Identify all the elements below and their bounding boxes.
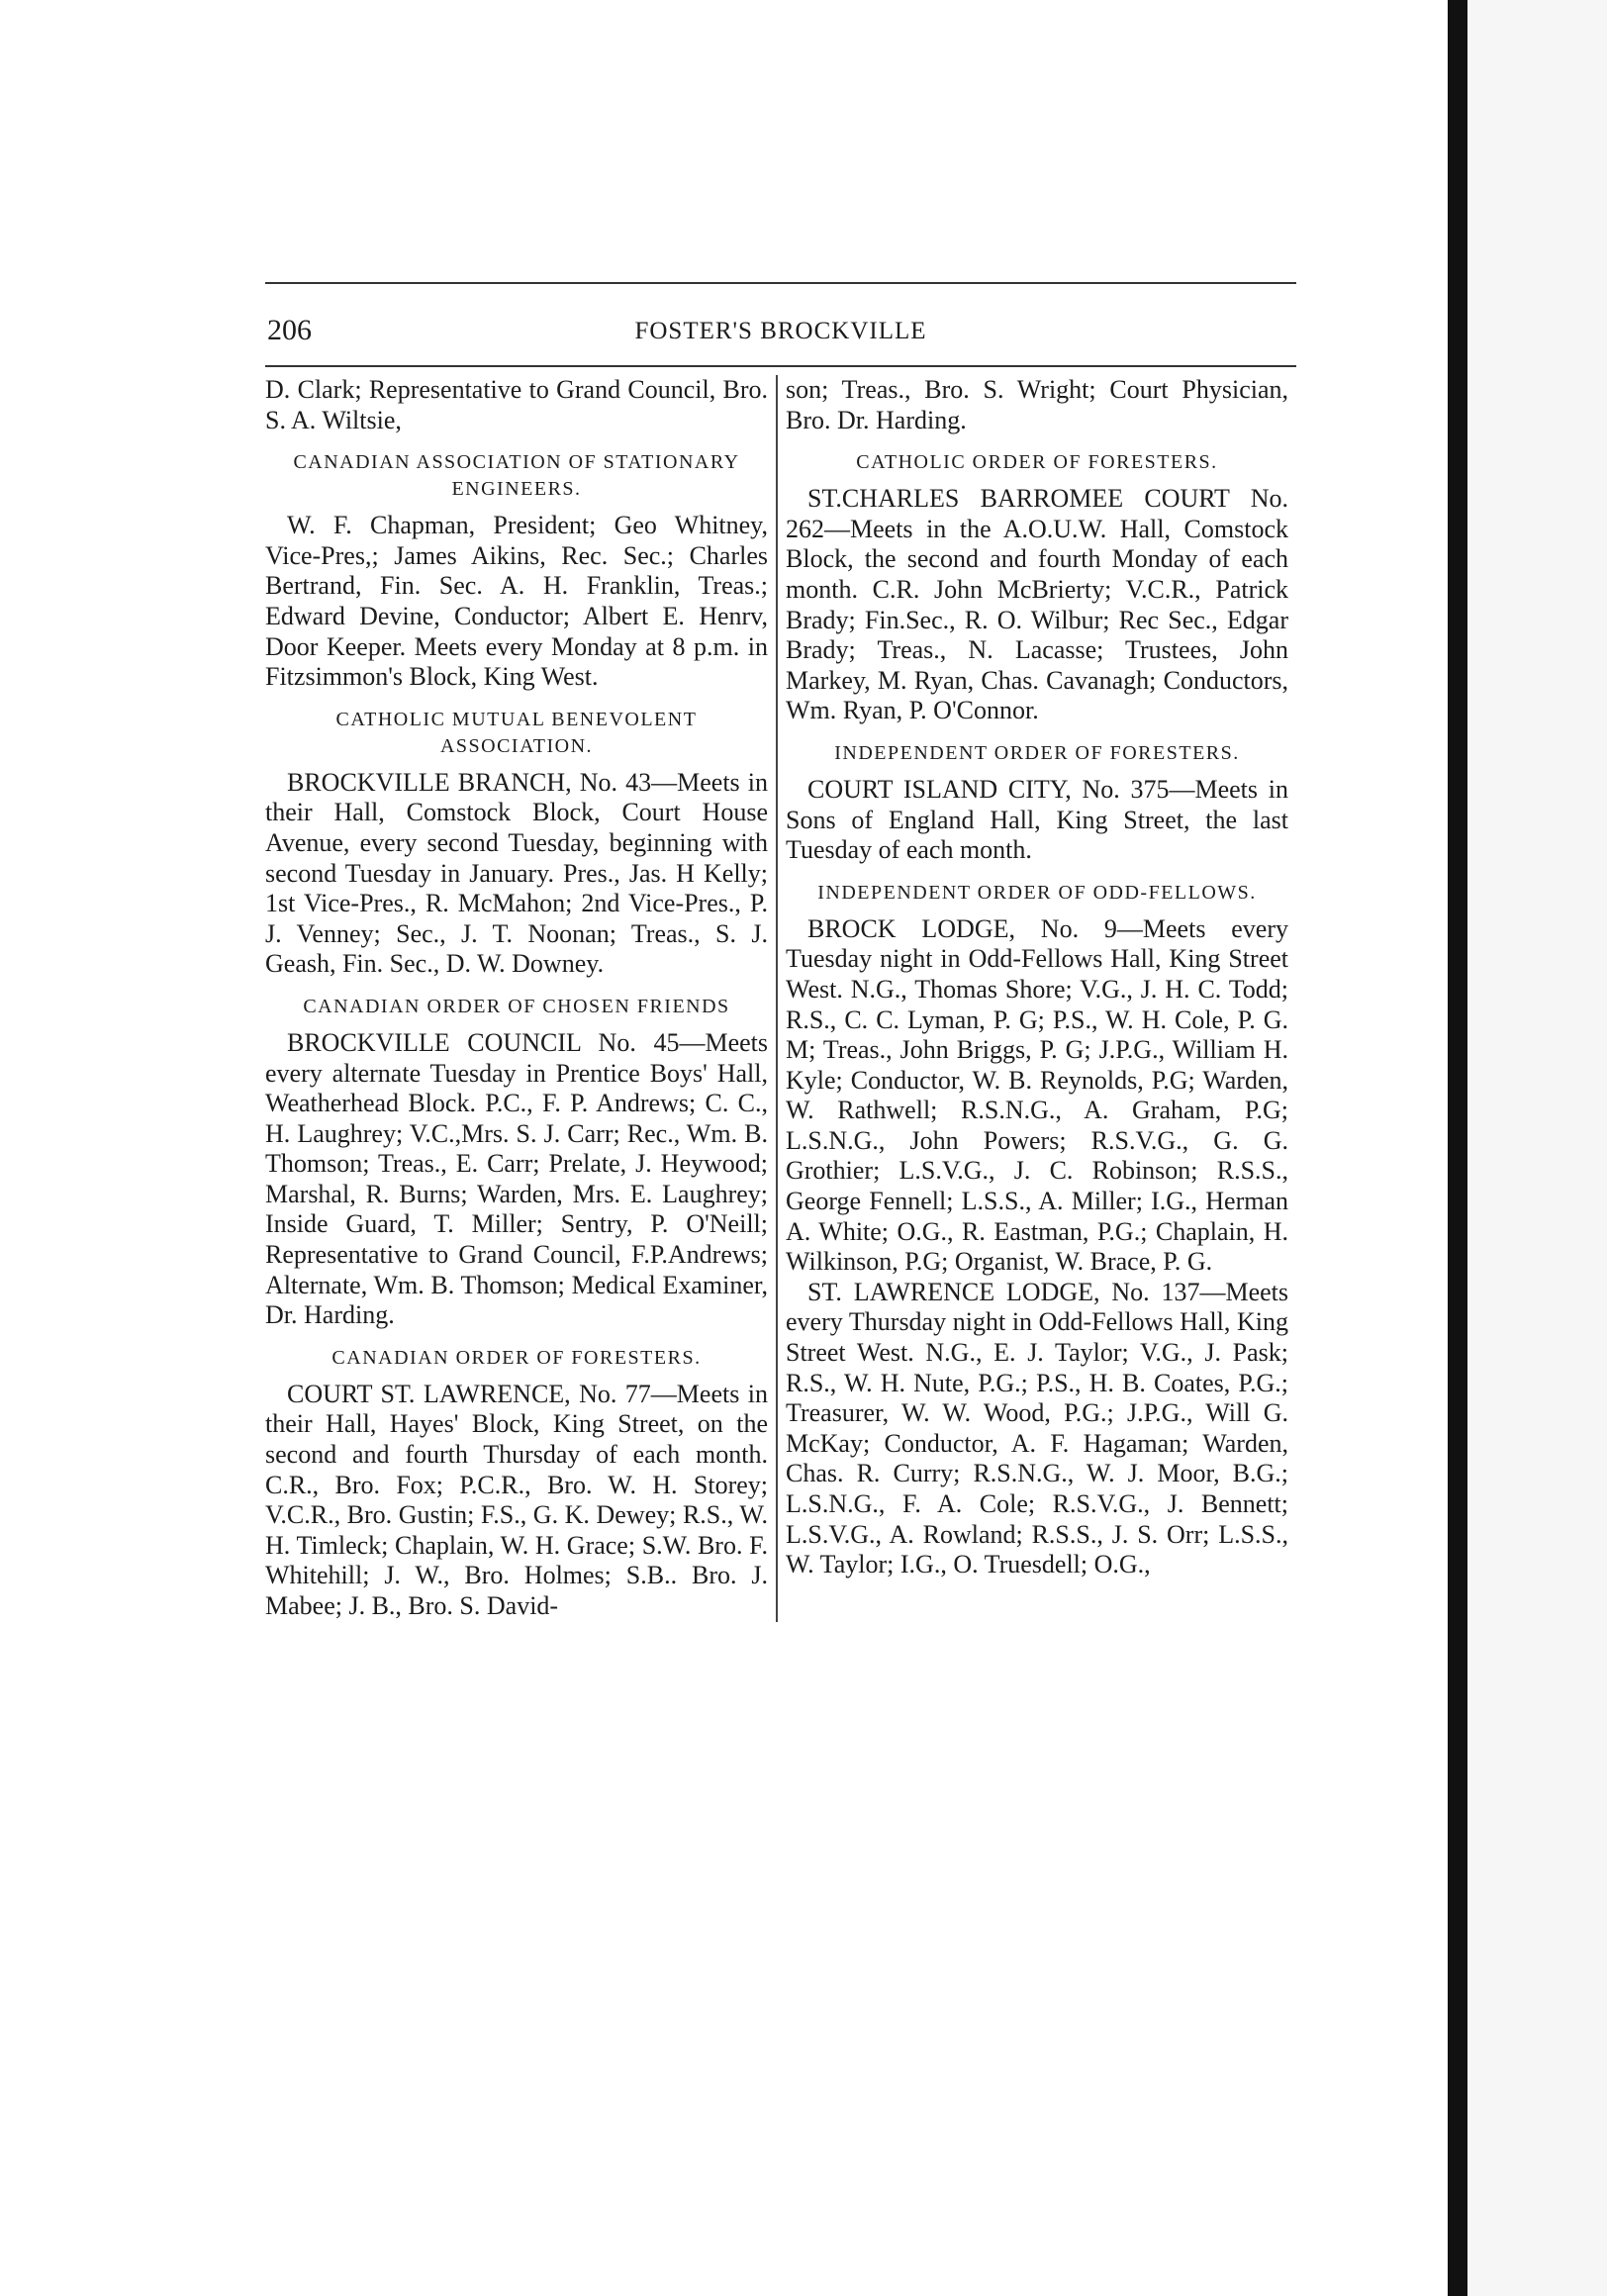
- section-heading: CATHOLIC MUTUAL BENEVOLENT ASSOCIATION.: [335, 708, 698, 757]
- section-heading: CANADIAN ORDER OF FORESTERS.: [331, 1346, 702, 1369]
- section-heading: INDEPENDENT ORDER OF FORESTERS.: [834, 741, 1240, 764]
- running-head: FOSTER'S BROCKVILLE: [634, 318, 927, 344]
- directory-entry: [265, 768, 768, 980]
- entry-text: COURT ST. LAWRENCE, No. 77—Meets in their Hall, Hayes' Block, King Street, on the second and fourth Thursday of each month. C.R., Bro. Fox; P.C.R., Bro. W. H. Storey; V.C.R., Bro. Gustin; F.S., G. K. Dewey; R.S., W. H. Timleck; Chaplain, W. H. Grace; S.W. Bro. F. Whitehill; J. W., Bro. Holmes; S.B.. Bro. J. Mabee; J. B., Bro. S. David-: [265, 1379, 768, 1620]
- entry-text: BROCKVILLE COUNCIL No. 45—Meets every alternate Tuesday in Prentice Boys' Hall, Weatherhead Block. P.C., F. P. Andrews; C. C., H. Laughrey; V.C.,Mrs. S. J. Carr; Rec., Wm. B. Thomson; Treas., E. Carr; Prelate, J. Heywood; Marshal, R. Burns; Warden, Mrs. E. Laughrey; Inside Guard, T. Miller; Sentry, P. O'Neill; Representative to Grand Council, F.P.Andrews; Alternate, Wm. B. Thomson; Medical Examiner, Dr. Harding.: [265, 1027, 768, 1330]
- section-heading: CATHOLIC ORDER OF FORESTERS.: [856, 451, 1218, 474]
- text-columns: [265, 375, 1296, 1622]
- top-rule: [265, 282, 1296, 284]
- directory-entry: [786, 775, 1288, 866]
- entry-text: ST. LAWRENCE LODGE, No. 137—Meets every Thursday night in Odd-Fellows Hall, King Street West. N.G., E. J. Taylor; V.G., J. Pask; R.S., W. H. Nute, P.G.; P.S., H. B. Coates, P.G.; Treasurer, W. W. Wood, P.G.; J.P.G., Will G. McKay; Conductor, A. F. Hagaman; Warden, Chas. R. Curry; R.S.N.G., W. J. Moor, B.G.; L.S.N.G., F. A. Cole; R.S.V.G., J. Bennett; L.S.V.G., A. Rowland; R.S.S., J. S. Orr; L.S.S., W. Taylor; I.G., O. Truesdell; O.G.,: [786, 1277, 1288, 1579]
- directory-entry: [786, 914, 1288, 1278]
- directory-entry: [265, 511, 768, 693]
- page-edge-shadow: [1448, 0, 1467, 2296]
- book-page: [265, 282, 1296, 1622]
- directory-entry: [786, 375, 1288, 435]
- entry-text: BROCKVILLE BRANCH, No. 43—Meets in their Hall, Comstock Block, Court House Avenue, every second Tuesday, beginning with second Tuesday in January. Pres., Jas. H Kelly; 1st Vice-Pres., R. McMahon; 2nd Vice-Pres., P. J. Venney; Sec., J. T. Noonan; Treas., S. J. Geash, Fin. Sec., D. W. Downey.: [265, 767, 768, 979]
- facing-page-margin: [1467, 0, 1607, 2296]
- directory-entry: [786, 1278, 1288, 1580]
- entry-text: ST.CHARLES BARROMEE COURT No. 262—Meets in the A.O.U.W. Hall, Comstock Block, the second and fourth Monday of each month. C.R. John McBrierty; V.C.R., Patrick Brady; Fin.Sec., R. O. Wilbur; Rec Sec., Edgar Brady; Treas., N. Lacasse; Trustees, John Markey, M. Ryan, Chas. Cavanagh; Conductors, Wm. Ryan, P. O'Connor.: [786, 484, 1288, 725]
- directory-entry: [265, 375, 768, 435]
- entry-text: son; Treas., Bro. S. Wright; Court Physician, Bro. Dr. Harding.: [786, 375, 1288, 434]
- section-heading: INDEPENDENT ORDER OF ODD-FELLOWS.: [817, 881, 1257, 904]
- directory-entry: [265, 1028, 768, 1331]
- page-header: [265, 314, 1296, 353]
- entry-text: D. Clark; Representative to Grand Council, Bro. S. A. Wiltsie,: [265, 375, 768, 434]
- section-heading: CANADIAN ASSOCIATION OF STATIONARY ENGINEERS.: [293, 451, 740, 501]
- header-rule: [265, 365, 1296, 367]
- page-number: 206: [267, 314, 312, 346]
- right-column: [778, 375, 1288, 1622]
- left-column: [265, 375, 776, 1622]
- entry-text: COURT ISLAND CITY, No. 375—Meets in Sons of England Hall, King Street, the last Tuesday of each month.: [786, 774, 1288, 865]
- entry-text: BROCK LODGE, No. 9—Meets every Tuesday night in Odd-Fellows Hall, King Street West. N.G., Thomas Shore; V.G., J. H. C. Todd; R.S., C. C. Lyman, P. G; P.S., W. H. Cole, P. G. M; Treas., John Briggs, P. G; J.P.G., William H. Kyle; Conductor, W. B. Reynolds, P.G; Warden, W. Rathwell; R.S.N.G., A. Graham, P.G; L.S.N.G., John Powers; R.S.V.G., G. G. Grothier; L.S.V.G., J. C. Robinson; R.S.S., George Fennell; L.S.S., A. Miller; I.G., Herman A. White; O.G., R. Eastman, P.G.; Chaplain, H. Wilkinson, P.G; Organist, W. Brace, P. G.: [786, 913, 1288, 1277]
- entry-text: W. F. Chapman, President; Geo Whitney, Vice-Pres,; James Aikins, Rec. Sec.; Charles Bertrand, Fin. Sec. A. H. Franklin, Treas.; Edward Devine, Conductor; Albert E. Henrv, Door Keeper. Meets every Monday at 8 p.m. in Fitzsimmon's Block, King West.: [265, 511, 768, 692]
- section-heading: CANADIAN ORDER OF CHOSEN FRIENDS: [303, 995, 730, 1017]
- directory-entry: [786, 484, 1288, 726]
- directory-entry: [265, 1380, 768, 1622]
